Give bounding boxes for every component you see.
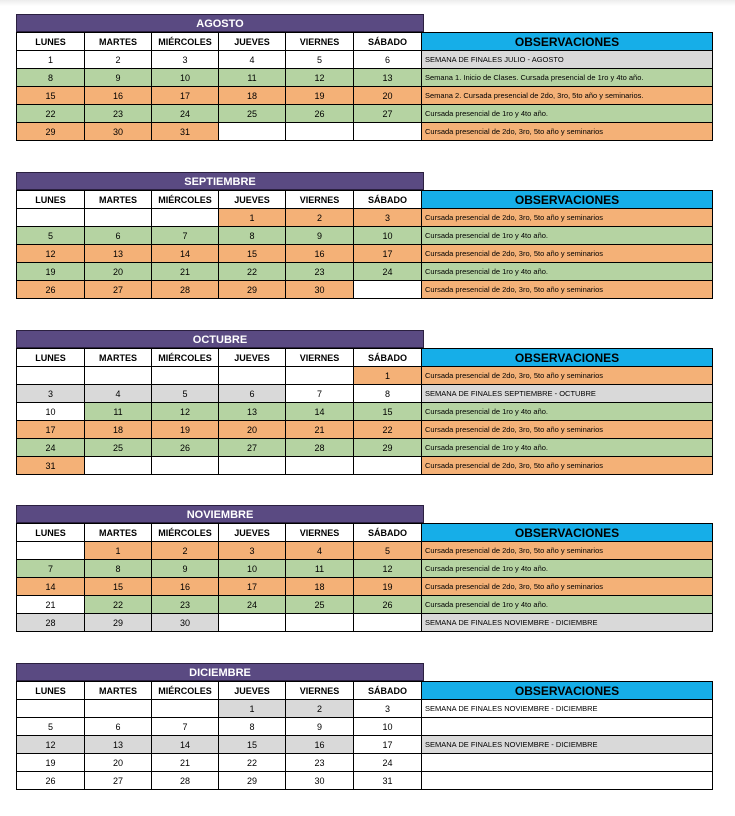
day-cell: 17	[354, 736, 422, 754]
day-cell: 15	[219, 245, 286, 263]
day-cell: 22	[219, 754, 286, 772]
observation-cell: Semana 2. Cursada presencial de 2do, 3ro, 5to año y seminarios.	[422, 87, 713, 105]
day-cell: 28	[152, 281, 219, 299]
day-cell: 26	[17, 772, 85, 790]
day-cell: 12	[354, 560, 422, 578]
day-cell: 14	[152, 736, 219, 754]
observation-cell: Cursada presencial de 2do, 3ro, 5to año y seminarios	[422, 123, 713, 141]
day-cell: 3	[354, 209, 422, 227]
day-cell: 29	[17, 123, 85, 141]
day-cell: 26	[152, 439, 219, 457]
weekday-header: MARTES	[85, 682, 152, 700]
week-row	[17, 596, 713, 614]
day-cell: 1	[85, 542, 152, 560]
week-row	[17, 614, 713, 632]
day-cell: 13	[85, 245, 152, 263]
day-cell: 29	[354, 439, 422, 457]
day-cell	[219, 457, 286, 475]
day-cell: 3	[219, 542, 286, 560]
day-cell: 1	[219, 700, 286, 718]
day-cell: 8	[354, 385, 422, 403]
day-cell: 11	[219, 69, 286, 87]
week-row	[17, 578, 713, 596]
weekday-header: LUNES	[17, 349, 85, 367]
day-cell: 17	[354, 245, 422, 263]
weekday-header-row	[17, 682, 713, 700]
weekday-header: SÁBADO	[354, 682, 422, 700]
weekday-header: MARTES	[85, 524, 152, 542]
week-row	[17, 772, 713, 790]
month-title: NOVIEMBRE	[16, 505, 424, 523]
weekday-header: JUEVES	[219, 191, 286, 209]
weekday-header: VIERNES	[286, 191, 354, 209]
day-cell: 2	[286, 209, 354, 227]
day-cell: 9	[286, 718, 354, 736]
day-cell	[286, 123, 354, 141]
weekday-header: VIERNES	[286, 33, 354, 51]
day-cell: 25	[219, 105, 286, 123]
month-table	[16, 348, 713, 475]
day-cell: 1	[17, 51, 85, 69]
day-cell: 27	[219, 439, 286, 457]
weekday-header-row	[17, 191, 713, 209]
day-cell: 9	[286, 227, 354, 245]
month-table	[16, 681, 713, 790]
weekday-header: VIERNES	[286, 349, 354, 367]
day-cell: 1	[354, 367, 422, 385]
day-cell: 10	[219, 560, 286, 578]
day-cell: 24	[219, 596, 286, 614]
day-cell: 11	[85, 403, 152, 421]
day-cell: 19	[17, 754, 85, 772]
day-cell: 19	[286, 87, 354, 105]
observation-cell: Cursada presencial de 2do, 3ro, 5to año y seminarios	[422, 367, 713, 385]
day-cell	[219, 123, 286, 141]
day-cell: 7	[152, 718, 219, 736]
day-cell: 19	[17, 263, 85, 281]
day-cell: 29	[85, 614, 152, 632]
day-cell: 23	[152, 596, 219, 614]
observation-cell: Cursada presencial de 1ro y 4to año.	[422, 227, 713, 245]
day-cell: 14	[286, 403, 354, 421]
weekday-header: MARTES	[85, 191, 152, 209]
weekday-header: MARTES	[85, 33, 152, 51]
day-cell: 31	[17, 457, 85, 475]
weekday-header-row	[17, 349, 713, 367]
day-cell: 23	[85, 105, 152, 123]
weekday-header: MIÉRCOLES	[152, 524, 219, 542]
day-cell	[152, 700, 219, 718]
weekday-header: MIÉRCOLES	[152, 191, 219, 209]
week-row	[17, 123, 713, 141]
observaciones-header: OBSERVACIONES	[422, 33, 713, 51]
day-cell: 13	[85, 736, 152, 754]
day-cell	[286, 457, 354, 475]
observation-cell	[422, 772, 713, 790]
observation-cell: Cursada presencial de 2do, 3ro, 5to año y seminarios	[422, 245, 713, 263]
day-cell: 23	[286, 754, 354, 772]
day-cell: 28	[17, 614, 85, 632]
week-row	[17, 209, 713, 227]
week-row	[17, 457, 713, 475]
week-row	[17, 754, 713, 772]
day-cell: 16	[286, 736, 354, 754]
day-cell: 19	[152, 421, 219, 439]
week-row	[17, 421, 713, 439]
week-row	[17, 69, 713, 87]
day-cell: 24	[354, 754, 422, 772]
weekday-header: LUNES	[17, 33, 85, 51]
observation-cell: Cursada presencial de 2do, 3ro, 5to año y seminarios	[422, 281, 713, 299]
day-cell: 27	[354, 105, 422, 123]
month-title: AGOSTO	[16, 14, 424, 32]
observaciones-header: OBSERVACIONES	[422, 191, 713, 209]
day-cell: 8	[219, 718, 286, 736]
day-cell: 24	[152, 105, 219, 123]
day-cell: 20	[354, 87, 422, 105]
month-title: DICIEMBRE	[16, 663, 424, 681]
day-cell	[17, 209, 85, 227]
day-cell	[152, 209, 219, 227]
day-cell: 31	[152, 123, 219, 141]
observation-cell: Cursada presencial de 1ro y 4to año.	[422, 403, 713, 421]
day-cell: 26	[286, 105, 354, 123]
day-cell: 12	[152, 403, 219, 421]
day-cell	[286, 614, 354, 632]
weekday-header-row	[17, 524, 713, 542]
day-cell: 25	[286, 596, 354, 614]
weekday-header: VIERNES	[286, 524, 354, 542]
day-cell: 8	[17, 69, 85, 87]
week-row	[17, 542, 713, 560]
observaciones-header: OBSERVACIONES	[422, 682, 713, 700]
day-cell: 5	[17, 718, 85, 736]
day-cell: 21	[286, 421, 354, 439]
day-cell: 17	[219, 578, 286, 596]
day-cell: 10	[354, 227, 422, 245]
observation-cell: Cursada presencial de 1ro y 4to año.	[422, 263, 713, 281]
day-cell	[17, 700, 85, 718]
weekday-header: SÁBADO	[354, 524, 422, 542]
observation-cell: Cursada presencial de 1ro y 4to año.	[422, 596, 713, 614]
week-row	[17, 718, 713, 736]
month-title: SEPTIEMBRE	[16, 172, 424, 190]
day-cell: 22	[17, 105, 85, 123]
observation-cell: Semana 1. Inicio de Clases. Cursada presencial de 1ro y 4to año.	[422, 69, 713, 87]
day-cell	[354, 457, 422, 475]
day-cell: 21	[17, 596, 85, 614]
day-cell: 24	[354, 263, 422, 281]
day-cell: 7	[152, 227, 219, 245]
day-cell: 27	[85, 772, 152, 790]
day-cell: 22	[354, 421, 422, 439]
day-cell: 30	[152, 614, 219, 632]
day-cell: 27	[85, 281, 152, 299]
day-cell: 20	[85, 754, 152, 772]
weekday-header: JUEVES	[219, 349, 286, 367]
weekday-header: SÁBADO	[354, 349, 422, 367]
top-edge	[0, 0, 735, 6]
weekday-header: JUEVES	[219, 524, 286, 542]
week-row	[17, 560, 713, 578]
observation-cell: Cursada presencial de 2do, 3ro, 5to año y seminarios	[422, 457, 713, 475]
day-cell: 12	[286, 69, 354, 87]
day-cell: 6	[354, 51, 422, 69]
observation-cell: Cursada presencial de 1ro y 4to año.	[422, 560, 713, 578]
day-cell: 14	[152, 245, 219, 263]
weekday-header: VIERNES	[286, 682, 354, 700]
week-row	[17, 245, 713, 263]
day-cell: 15	[219, 736, 286, 754]
observation-cell	[422, 718, 713, 736]
day-cell: 26	[354, 596, 422, 614]
day-cell: 30	[286, 772, 354, 790]
day-cell: 15	[85, 578, 152, 596]
day-cell: 30	[85, 123, 152, 141]
day-cell: 20	[219, 421, 286, 439]
observation-cell: SEMANA DE FINALES SEPTIEMBRE - OCTUBRE	[422, 385, 713, 403]
day-cell: 29	[219, 772, 286, 790]
day-cell: 10	[152, 69, 219, 87]
day-cell: 29	[219, 281, 286, 299]
day-cell: 10	[17, 403, 85, 421]
day-cell	[286, 367, 354, 385]
day-cell: 24	[17, 439, 85, 457]
day-cell: 3	[354, 700, 422, 718]
day-cell: 3	[152, 51, 219, 69]
month-table	[16, 190, 713, 299]
weekday-header: MIÉRCOLES	[152, 682, 219, 700]
day-cell: 1	[219, 209, 286, 227]
week-row	[17, 87, 713, 105]
day-cell: 16	[286, 245, 354, 263]
day-cell: 20	[85, 263, 152, 281]
day-cell: 26	[17, 281, 85, 299]
day-cell: 18	[286, 578, 354, 596]
weekday-header: LUNES	[17, 524, 85, 542]
observaciones-header: OBSERVACIONES	[422, 349, 713, 367]
observaciones-header: OBSERVACIONES	[422, 524, 713, 542]
observation-cell: SEMANA DE FINALES NOVIEMBRE - DICIEMBRE	[422, 736, 713, 754]
weekday-header: SÁBADO	[354, 33, 422, 51]
week-row	[17, 367, 713, 385]
day-cell: 14	[17, 578, 85, 596]
day-cell	[354, 281, 422, 299]
day-cell: 7	[286, 385, 354, 403]
week-row	[17, 403, 713, 421]
day-cell: 16	[85, 87, 152, 105]
day-cell: 13	[219, 403, 286, 421]
day-cell	[152, 367, 219, 385]
day-cell: 6	[219, 385, 286, 403]
month-title: OCTUBRE	[16, 330, 424, 348]
day-cell: 12	[17, 245, 85, 263]
day-cell: 16	[152, 578, 219, 596]
weekday-header: MARTES	[85, 349, 152, 367]
weekday-header: MIÉRCOLES	[152, 33, 219, 51]
observation-cell: Cursada presencial de 2do, 3ro, 5to año y seminarios	[422, 542, 713, 560]
day-cell: 4	[286, 542, 354, 560]
weekday-header: SÁBADO	[354, 191, 422, 209]
month-table	[16, 32, 713, 141]
week-row	[17, 227, 713, 245]
day-cell: 2	[286, 700, 354, 718]
observation-cell: Cursada presencial de 1ro y 4to año.	[422, 439, 713, 457]
day-cell: 3	[17, 385, 85, 403]
day-cell: 22	[219, 263, 286, 281]
observation-cell: Cursada presencial de 2do, 3ro, 5to año y seminarios	[422, 578, 713, 596]
day-cell: 6	[85, 718, 152, 736]
day-cell	[85, 700, 152, 718]
day-cell: 15	[354, 403, 422, 421]
day-cell: 2	[152, 542, 219, 560]
day-cell: 23	[286, 263, 354, 281]
observation-cell: SEMANA DE FINALES NOVIEMBRE - DICIEMBRE	[422, 700, 713, 718]
week-row	[17, 385, 713, 403]
day-cell: 28	[152, 772, 219, 790]
week-row	[17, 51, 713, 69]
day-cell: 4	[85, 385, 152, 403]
observation-cell: SEMANA DE FINALES JULIO - AGOSTO	[422, 51, 713, 69]
day-cell: 2	[85, 51, 152, 69]
day-cell	[17, 367, 85, 385]
weekday-header-row	[17, 33, 713, 51]
day-cell: 8	[85, 560, 152, 578]
day-cell	[354, 614, 422, 632]
week-row	[17, 736, 713, 754]
day-cell	[85, 209, 152, 227]
weekday-header: MIÉRCOLES	[152, 349, 219, 367]
day-cell: 15	[17, 87, 85, 105]
week-row	[17, 281, 713, 299]
day-cell: 17	[17, 421, 85, 439]
day-cell	[17, 542, 85, 560]
day-cell	[354, 123, 422, 141]
month-table	[16, 523, 713, 632]
day-cell: 25	[85, 439, 152, 457]
observation-cell: SEMANA DE FINALES NOVIEMBRE - DICIEMBRE	[422, 614, 713, 632]
observation-cell: Cursada presencial de 2do, 3ro, 5to año y seminarios	[422, 209, 713, 227]
observation-cell: Cursada presencial de 2do, 3ro, 5to año y seminarios	[422, 421, 713, 439]
weekday-header: JUEVES	[219, 33, 286, 51]
day-cell	[85, 457, 152, 475]
day-cell: 10	[354, 718, 422, 736]
day-cell: 22	[85, 596, 152, 614]
day-cell	[219, 367, 286, 385]
week-row	[17, 700, 713, 718]
day-cell	[85, 367, 152, 385]
day-cell: 6	[85, 227, 152, 245]
day-cell: 21	[152, 754, 219, 772]
day-cell: 12	[17, 736, 85, 754]
day-cell: 21	[152, 263, 219, 281]
day-cell: 18	[85, 421, 152, 439]
day-cell: 7	[17, 560, 85, 578]
day-cell	[152, 457, 219, 475]
day-cell: 28	[286, 439, 354, 457]
day-cell: 8	[219, 227, 286, 245]
day-cell: 18	[219, 87, 286, 105]
observation-cell	[422, 754, 713, 772]
day-cell: 9	[152, 560, 219, 578]
day-cell: 31	[354, 772, 422, 790]
week-row	[17, 263, 713, 281]
day-cell: 5	[152, 385, 219, 403]
weekday-header: LUNES	[17, 682, 85, 700]
day-cell: 19	[354, 578, 422, 596]
day-cell: 17	[152, 87, 219, 105]
weekday-header: JUEVES	[219, 682, 286, 700]
day-cell: 5	[286, 51, 354, 69]
observation-cell: Cursada presencial de 1ro y 4to año.	[422, 105, 713, 123]
day-cell: 30	[286, 281, 354, 299]
day-cell: 5	[354, 542, 422, 560]
day-cell: 9	[85, 69, 152, 87]
week-row	[17, 105, 713, 123]
day-cell: 4	[219, 51, 286, 69]
day-cell: 13	[354, 69, 422, 87]
day-cell	[219, 614, 286, 632]
week-row	[17, 439, 713, 457]
weekday-header: LUNES	[17, 191, 85, 209]
day-cell: 5	[17, 227, 85, 245]
day-cell: 11	[286, 560, 354, 578]
